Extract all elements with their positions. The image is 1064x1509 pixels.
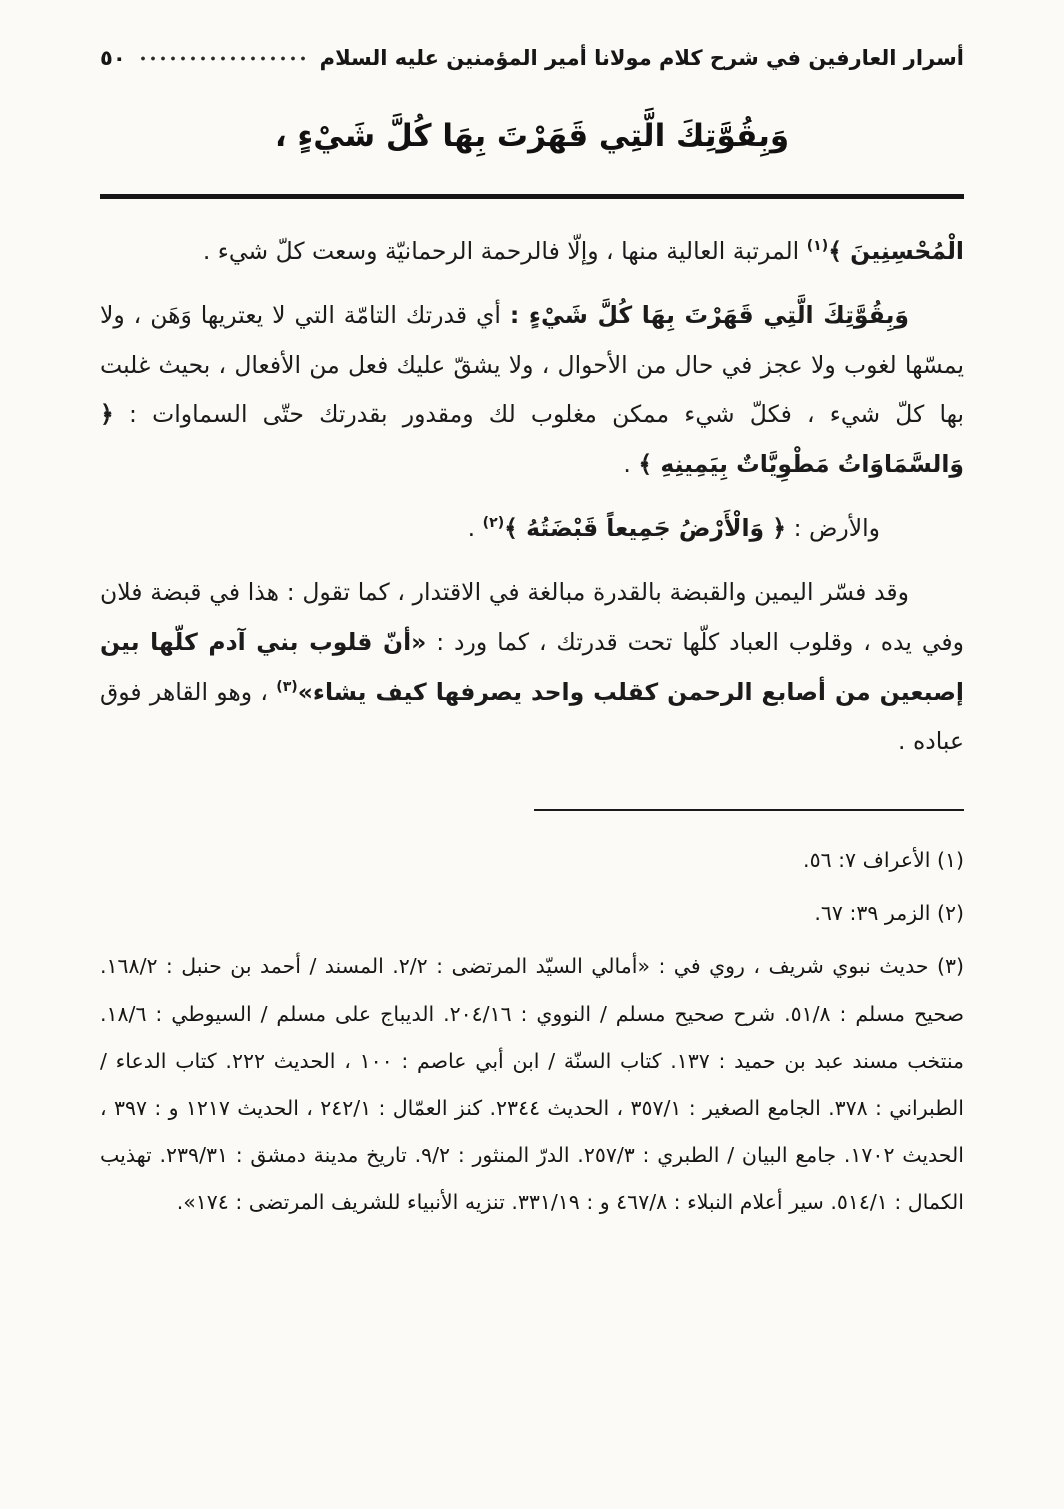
dotted-leader bbox=[140, 56, 306, 61]
commentary-text: ، وهو القاهر فوق عباده . bbox=[100, 677, 964, 756]
quran-quote-earth: ﴿ وَالْأَرْضُ جَمِيعاً قَبْضَتُهُ ﴾ bbox=[504, 514, 787, 543]
footnote-marker-3: (٣) bbox=[276, 678, 298, 695]
commentary-text: المرتبة العالية منها ، وإلّا فالرحمة الرحمانيّة وسعت كلّ شيء . bbox=[202, 237, 800, 265]
hadith-quote: «أنّ قلوب بني آدم كلّها بين إصبعين من أصابع الرحمن كقلب واحد يصرفها كيف يشاء» bbox=[100, 627, 964, 706]
commentary-body bbox=[100, 227, 964, 767]
footnotes-section bbox=[100, 837, 964, 1226]
quran-word: الْمُحْسِنِينَ ﴾ bbox=[828, 237, 964, 265]
running-title: أسرار العارفين في شرح كلام مولانا أمير المؤمنين عليه السلام bbox=[319, 46, 964, 70]
footnote-marker-1: (١) bbox=[806, 238, 829, 255]
footnote-marker-2: (٢) bbox=[482, 515, 505, 532]
footnote-2: (٢) الزمر ٣٩: ٦٧. bbox=[814, 901, 964, 926]
footnote-separator bbox=[534, 809, 964, 811]
quran-quote-heavens: ﴿ وَالسَّمَاوَاتُ مَطْوِيَّاتٌ بِيَمِينِهِ ﴾ bbox=[100, 400, 964, 479]
commentary-text: والأرض : bbox=[793, 514, 880, 543]
footnote-3: (٣) حديث نبوي شريف ، روي في : «أمالي السيّد المرتضى : ٢/٢. المسند / أحمد بن حنبل : ١٦٨/٢. صحيح مسلم : ٥١/٨. شرح صحيح مسلم / النووي : ٢٠٤/١٦. الديباج على مسلم / السيوطي : ١٨/٦. منتخب مسند عبد بن حميد : ١٣٧. كتاب السنّة / ابن أبي عاصم : ١٠٠ ، الحديث ٢٢٢. كتاب الدعاء / الطبراني : ٣٧٨. الجامع الصغير : ٣٥٧/١ ، الحديث ٢٣٤٤. كنز العمّال : ٢٤٢/١ ، الحديث ١٢١٧ و : ٣٩٧ ، الحديث ١٧٠٢. جامع البيان / الطبري : ٢٥٧/٣. الدرّ المنثور : ٩/٢. تاريخ مدينة دمشق : ٢٣٩/٣١. تهذيب الكمال : ٥١٤/١. سير أعلام النبلاء : ٤٦٧/٨ و : ٣٣١/١٩. تنزيه الأنبياء للشريف المرتضى : ١٧٤». bbox=[100, 954, 965, 1215]
paragraph-interpretation bbox=[100, 568, 964, 767]
sentence-period: . bbox=[467, 514, 476, 543]
page-header bbox=[100, 46, 964, 70]
paragraph-lemma-commentary bbox=[100, 291, 964, 490]
lemma-heading: وَبِقُوَّتِكَ الَّتِي قَهَرْتَ بِهَا كُلَّ شَيْءٍ ، bbox=[274, 118, 790, 154]
commentary-text: وقد فسّر اليمين والقبضة بالقدرة مبالغة في الاقتدار ، كما تقول : هذا في قبضة فلان وفي يده ، وقلوب العباد كلّها تحت قدرتك ، كما ورد : bbox=[100, 577, 964, 656]
paragraph-quran-continuation bbox=[100, 227, 964, 277]
sentence-period: . bbox=[623, 450, 631, 479]
commentary-text: أي قدرتك التامّة التي لا يعتريها وَهَن ، ولا يمسّها لغوب ولا عجز في حال من الأحوال ، ولا يشقّ عليك فعل من الأفعال ، بحيث غلبت بها كلّ شيء ، فكلّ شيء ممكن مغلوب لك ومقدور بقدرتك حتّى السماوات : bbox=[100, 300, 964, 429]
heading-divider bbox=[100, 194, 964, 199]
lemma-text: وَبِقُوَّتِكَ الَّتِي قَهَرْتَ بِهَا كُلَّ شَيْءٍ : bbox=[509, 300, 909, 329]
page-number: ٥٠ bbox=[100, 46, 126, 70]
footnote-1: (١) الأعراف ٧: ٥٦. bbox=[803, 848, 964, 873]
paragraph-earth-quote bbox=[100, 504, 964, 554]
